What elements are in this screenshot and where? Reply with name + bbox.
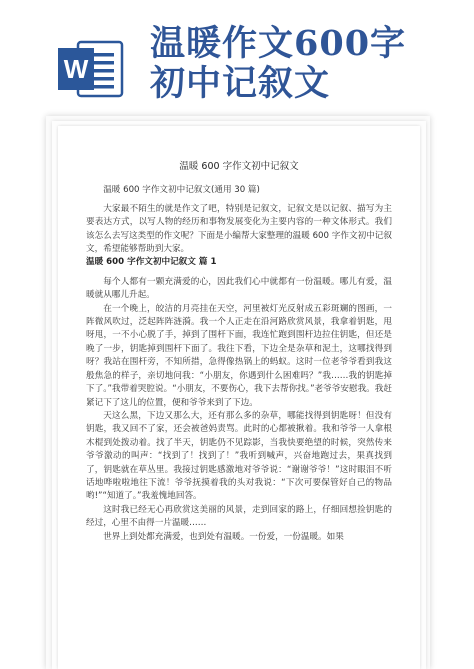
paragraph: 这时我已经无心再欣赏这美丽的风景，走到回家的路上，仔细回想捡钥匙的经过，心里不由得一片温暖……: [86, 504, 392, 529]
document-title: 温暖 600 字作文初中记叙文: [179, 161, 299, 172]
banner-title-line1: 温暖作文600字: [150, 23, 407, 64]
document-body: [86, 160, 392, 544]
paragraph: 每个人都有一颗充满爱的心，因此我们心中就都有一份温暖。哪儿有爱，温暖就从哪儿升起。: [86, 276, 392, 301]
banner-title-line2: 初中记叙文: [150, 63, 331, 104]
svg-text:W: W: [63, 54, 89, 84]
paragraph: 世界上到处都充满爱，也到处有温暖。一份爱，一份温暖。如果: [103, 531, 344, 542]
document-subtitle: 温暖 600 字作文初中记叙文(通用 30 篇): [103, 185, 260, 196]
paragraph: 在一个晚上，皎洁的月亮挂在天空，河里被灯光反射成五彩斑斓的图画，一阵微风吹过，泛起阵阵涟漪。我一个人正走在沿河路欣赏风景，我拿着钥匙，甩呀甩，一不小心脱了手，掉到了围杆下面，我连忙跑到围杆边拉住钥匙，但还是晚了一步，钥匙掉到围杆下面了。我往下看，下边全是杂草和泥土，这哪找得到呀？我站在围杆旁，不知所措，急得像热锅上的蚂蚁。这时一位老爷爷看到我这般焦急的样子，亲切地问我：“小朋友，你遇到什么困难吗？”我……我的钥匙掉下了。”我带着哭腔说。“小朋友，不要伤心，我下去帮你找。”老爷爷安慰我。我赶紧记下了这儿的位置，便和爷爷来到了下边。: [86, 303, 392, 408]
banner: [0, 0, 474, 110]
word-document-icon: [58, 40, 124, 98]
intro-paragraph: 大家最不陌生的就是作文了吧，特别是记叙文，记叙文是以记叙、描写为主要表达方式，以写人物的经历和事物发展变化为主要内容的一种文体形式。我们该怎么去写这类型的作文呢？下面是小编帮大家整理的温暖 600 字作文初中记叙文，希望能够帮助到大家。: [86, 203, 392, 255]
banner-title: [150, 24, 406, 104]
paragraph: 天这么黑，下边又那么大，还有那么多的杂草，哪能找得到钥匙呀！但没有钥匙，我又回不了家，还会被爸妈责骂。此时的心都被揪着。我和爷爷一人拿根木棍到处拨动着。找了半天，钥匙仍不见踪影，当我快要绝望的时候，突然传来爷爷激动的叫声：“找到了！找到了！”我听到喊声，兴奋地跑过去，果真找到了，钥匙就在草丛里。我接过钥匙感激地对爷爷说：“谢谢爷爷！”这时眼泪不听话地哗啦啦地往下流！爷爷抚摸着我的头对我说：“下次可要保管好自己的物品哟!”“知道了。”我羞愧地回答。: [86, 410, 392, 502]
document-page: [58, 126, 420, 669]
section-heading: 温暖 600 字作文初中记叙文 篇 1: [86, 257, 217, 268]
